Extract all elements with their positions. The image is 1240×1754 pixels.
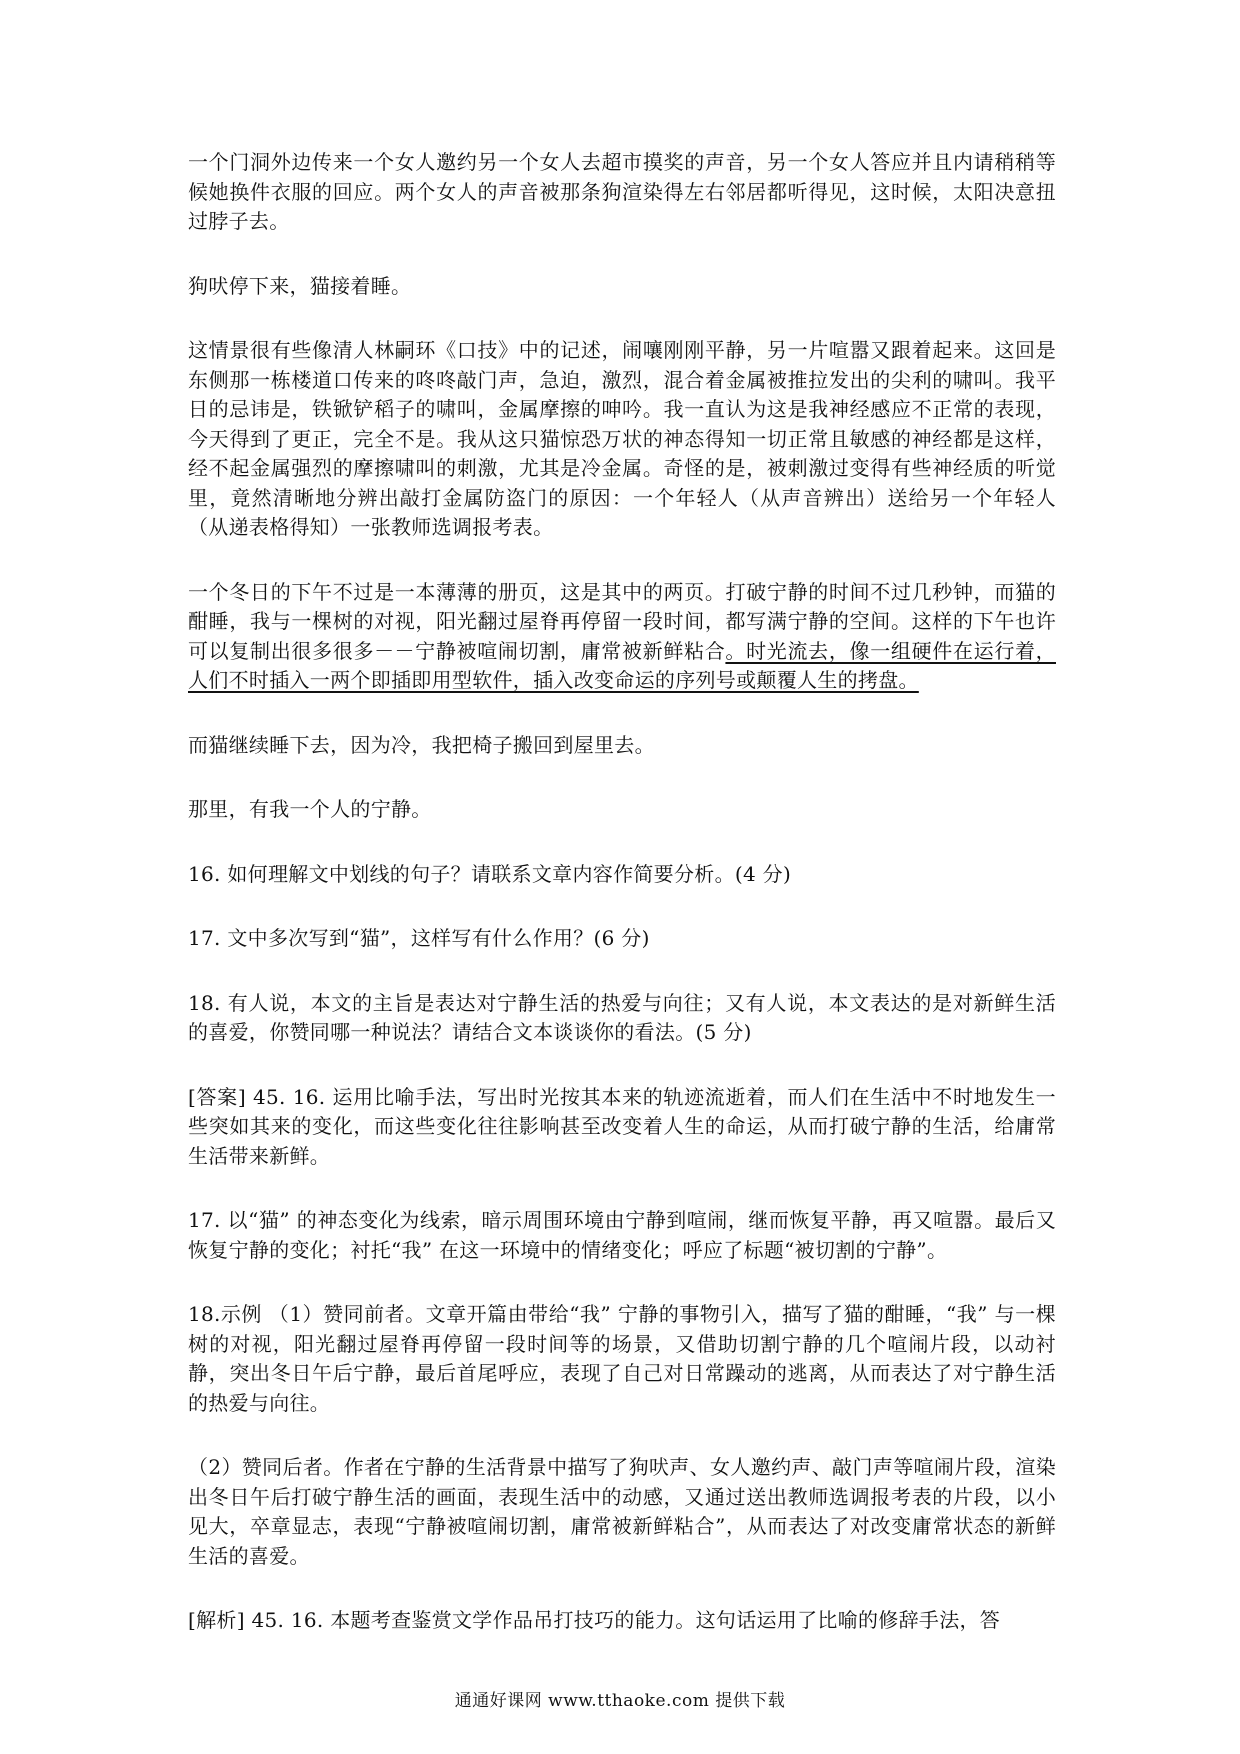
answer-17: 17. 以“猫” 的神态变化为线索，暗示周围环境由宁静到喧闹，继而恢复平静，再又喧嚣。最后又恢复宁静的变化；衬托“我” 在这一环境中的情绪变化；呼应了标题“被切割的宁静”。 — [188, 1208, 1056, 1262]
answer-16: [答案] 45. 16. 运用比喻手法，写出时光按其本来的轨迹流逝着，而人们在生活中不时地发生一些突如其来的变化，而这些变化往往影响甚至改变着人生的命运，从而打破宁静的生活，给庸常生活带来新鲜。 — [188, 1084, 1056, 1168]
question-17: 17. 文中多次写到“猫”，这样写有什么作用？(6 分) — [188, 926, 650, 950]
answer-18-part-2: （2）赞同后者。作者在宁静的生活背景中描写了狗吠声、女人邀约声、敲门声等喧闹片段，渲染出冬日午后打破宁静生活的画面，表现生活中的动感，又通过送出教师选调报考表的片段，以小见大，卒章显志，表现“宁静被喧闹切割，庸常被新鲜粘合”，从而表达了对改变庸常状态的新鲜生活的喜爱。 — [188, 1455, 1056, 1568]
paragraph-2: 狗吠停下来，猫接着睡。 — [188, 273, 412, 298]
paragraph-6: 那里，有我一个人的宁静。 — [188, 797, 432, 821]
paragraph-5: 而猫继续睡下去，因为冷，我把椅子搬回到屋里去。 — [188, 732, 655, 757]
paragraph-1: 一个门洞外边传来一个女人邀约另一个女人去超市摸奖的声音，另一个女人答应并且内请稍稍等候她换件衣服的回应。两个女人的声音被那条狗渲染得左右邻居都听得见，这时候，太阳决意扭过脖子去。 — [188, 150, 1056, 233]
question-18: 18. 有人说，本文的主旨是表达对宁静生活的热爱与向往；又有人说，本文表达的是对新鲜生活的喜爱，你赞同哪一种说法？请结合文本谈谈你的看法。(5 分) — [188, 990, 1056, 1044]
paragraph-4 — [188, 578, 1056, 696]
answer-18-part-1: 18.示例 （1）赞同前者。文章开篇由带给“我” 宁静的事物引入，描写了猫的酣睡，“我” 与一棵树的对视，阳光翻过屋脊再停留一段时间等的场景，又借助切割宁静的几个喧闹片段，以动衬静，突出冬日午后宁静，最后首尾呼应，表现了自己对日常躁动的逃离，从而表达了对宁静生活的热爱与向往。 — [188, 1302, 1056, 1415]
document-body — [188, 148, 1056, 1671]
paragraph-4-text: 一个冬日的下午不过是一本薄薄的册页，这是其中的两页。打破宁静的时间不过几秒钟，而猫的酣睡，我与一棵树的对视，阳光翻过屋脊再停留一段时间，都写满宁静的空间。这样的下午也许可以复制出很多很多－－宁静被喧闹切割，庸常被新鲜粘合 — [188, 579, 1056, 663]
page-footer: 通通好课网 www.tthaoke.com 提供下载 — [454, 1691, 786, 1711]
question-16: 16. 如何理解文中划线的句子？请联系文章内容作简要分析。(4 分) — [188, 861, 792, 886]
analysis-16: [解析] 45. 16. 本题考查鉴赏文学作品吊打技巧的能力。这句话运用了比喻的修辞手法，答 — [188, 1608, 1001, 1632]
paragraph-3: 这情景很有些像清人林嗣环《口技》中的记述，闹嚷刚刚平静，另一片喧嚣又跟着起来。这回是东侧那一栋楼道口传来的咚咚敲门声，急迫，激烈，混合着金属被推拉发出的尖利的啸叫。我平日的忌讳是，铁锨铲稻子的啸叫，金属摩擦的呻吟。我一直认为这是我神经感应不正常的表现，今天得到了更正，完全不是。我从这只猫惊恐万状的神态得知一切正常且敏感的神经都是这样，经不起金属强烈的摩擦啸叫的刺激，尤其是冷金属。奇怪的是，被刺激过变得有些神经质的听觉里，竟然清晰地分辨出敲打金属防盗门的原因：一个年轻人（从声音辨出）送给另一个年轻人（从递表格得知）一张教师选调报考表。 — [188, 338, 1056, 539]
underlined-sentence: 。时光流去，像一组硬件在运行着，人们不时插入一两个即插即用型软件，插入改变命运的序列号或颠覆人生的拷盘。 — [188, 638, 1056, 692]
